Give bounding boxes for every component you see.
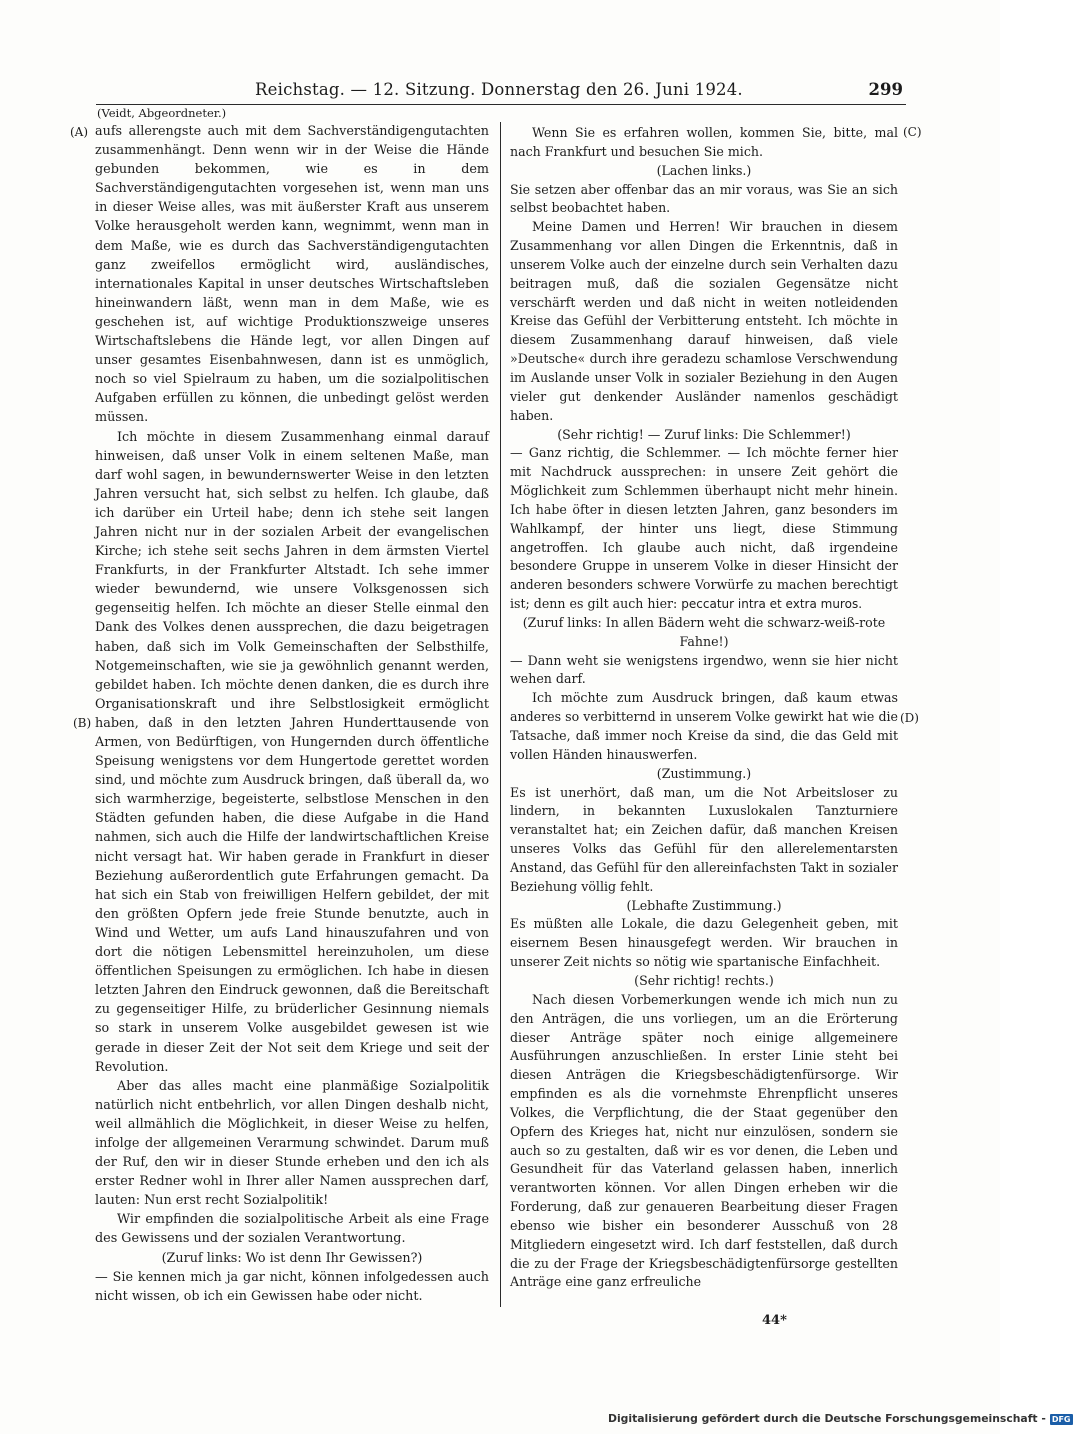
running-title: Reichstag. — 12. Sitzung. Donnerstag den 26. Juni 1924. [255, 80, 743, 99]
dfg-logo: DFG [1051, 1414, 1071, 1424]
paragraph: Sie setzen aber offenbar das an mir voraus, was Sie an sich selbst beobachtet haben. [510, 181, 898, 216]
stage-direction: (Lachen links.) [656, 162, 752, 178]
paragraph: Ich möchte zum Ausdruck bringen, daß kaum etwas anderes so verbitternd in unserem Volke gewirkt hat wie die Tatsache, daß immer noch Kreise da sind, die das Geld mit vollen Händen hinauswerfen. [510, 690, 898, 762]
paragraph: Aber das alles macht eine planmäßige Sozialpolitik natürlich nicht entbehrlich, vor allen Dingen deshalb nicht, weil allmählich die Möglichkeit, in dieser Weise zu helfen, infolge der allgemeinen Verarmung schwindet. Darum muß der Ruf, den wir in dieser Stunde erheben und den ich als erster Redner wohl in Ihrer aller Namen aussprechen darf, lauten: Nun erst recht Sozialpolitik! [95, 1078, 489, 1209]
margin-mark-d: (D) [900, 711, 919, 725]
digitization-footer [608, 1412, 1073, 1425]
stage-direction: (Lebhafte Zustimmung.) [626, 897, 782, 913]
stage-direction: (Sehr richtig! — Zuruf links: Die Schlemmer!) [557, 426, 851, 442]
stage-direction: (Zustimmung.) [656, 765, 752, 781]
page-number: 299 [868, 80, 903, 99]
paragraph: aufs allerengste auch mit dem Sachverständigengutachten zusammenhängt. Denn wenn wir in der Weise die Hände gebunden bekommen, wie es in dem Sachverständigengutachten vorgesehen ist, wenn man uns in dieser Weise alles, was mit äußerster Kraft aus unserem Volke herausgeholt werden kann, wegnimmt, wenn man in dem Maße, wie es durch das Sachverständigengutachten ganz zweifellos ermöglicht wird, ausländisches, internationales Kapital in unser deutsches Wirtschaftsleben hineinwandern läßt, wenn man in dem Maße, wie es geschehen ist, auf wichtige Produktionszweige unseres Wirtschaftslebens die Hände legt, vor allen Dingen auf unser gesamtes Eisenbahnwesen, dann ist es unmöglich, noch so viel Spielraum zu haben, um die sozialpolitischen Aufgaben erfüllen zu können, die unbedingt gelöst werden müssen. [95, 124, 489, 426]
paragraph: Es ist unerhört, daß man, um die Not Arbeitsloser zu lindern, in bekannten Luxuslokalen Tanzturniere veranstaltet hat; ein Zeichen dafür, daß manchen Kreisen unseres Volks das Gefühl für den allerelementarsten Anstand, das Gefühl für den allereinfachsten Takt in sozialer Beziehung völlig fehlt. [510, 784, 898, 894]
speaker-label: (Veidt, Abgeordneter.) [97, 106, 227, 120]
paragraph: Es müßten alle Lokale, die dazu Gelegenheit geben, mit eisernem Besen hinausgefegt werden. Wir brauchen in unserer Zeit nichts so nötig wie spartanische Einfachheit. [510, 916, 898, 970]
left-column [95, 104, 489, 1306]
footer-text: Digitalisierung gefördert durch die Deutsche Forschungsgemeinschaft - [608, 1412, 1046, 1425]
paragraph-text: — Ganz richtig, die Schlemmer. — Ich möchte ferner hier mit Nachdruck aussprechen: in unsere Zeit gehört die Möglichkeit zum Schlemmen überhaupt nicht mehr hinein. Ich habe öfter in diesen letzten Jahren, ganz besonders im Wahlkampf, der hinter uns liegt, diese Stimmung angetroffen. Ich glaube auch nicht, daß irgendeine besondere Gruppe in unserem Volke in dieser Hinsicht der anderen besonders schwere Vorwürfe zu machen berechtigt ist; denn es gilt auch hier: [510, 445, 898, 612]
column-divider [500, 122, 501, 1307]
stage-direction: (Zuruf links: In allen Bädern weht die schwarz-weiß-rote Fahne!) [522, 614, 886, 649]
margin-mark-b: (B) [73, 716, 92, 730]
latin-quote: peccatur intra et extra muros. [681, 597, 863, 612]
paragraph: Wir empfinden die sozialpolitische Arbeit als eine Frage des Gewissens und der sozialen Verantwortung. [95, 1212, 489, 1247]
margin-mark-a: (A) [70, 125, 89, 139]
paragraph: Ich möchte in diesem Zusammenhang einmal darauf hinweisen, daß unser Volk in einem seltenen Maße, man darf wohl sagen, in bewundernswerter Weise in den letzten Jahren versucht hat, sich selbst zu helfen. Ich glaube, daß ich darüber ein Urteil habe; denn ich stehe seit langen Jahren nicht nur in der sozialen Arbeit der evangelischen Kirche; ich stehe seit sechs Jahren in dem ärmsten Viertel Frankfurts, in der Frankfurter Altstadt. Ich sehe immer wieder bewundernd, wie unsere Volksgenossen sich gegenseitig helfen. Ich möchte an dieser Stelle einmal den Dank des Volkes denen aussprechen, die dazu beigetragen haben, daß sich im Volk Gemeinschaften der Selbsthilfe, Notgemeinschaften, wie sie ja gewöhnlich genannt werden, gebildet haben. Ich möchte denen danken, die es durch ihre Organisationskraft und ihre Selbstlosigkeit ermöglicht haben, daß in den letzten Jahren Hunderttausende von Armen, von Bedürftigen, von Hungernden durch öffentliche Speisung wenigstens vor dem Hungertode gerettet worden sind, und möchte zum Ausdruck bringen, daß überall da, wo sich warmherzige, begeisterte, selbstlose Menschen in den Städten gefunden haben, die diese Aufgabe in die Hand nahmen, sich auch die Hilfe der landwirtschaftlichen Kreise nicht versagt hat. Wir haben gerade in Frankfurt in dieser Beziehung außerordentlich gute Erfahrungen gemacht. Da hat sich ein Stab von freiwilligen Helfern gebildet, der mit den größten Opfern jede freie Stunde benutzte, auch in Wind und Wetter, um aufs Land hinauszufahren und von dort die nötigen Lebensmittel hereinzuholen, um diese öffentlichen Speisungen zu ermöglichen. Ich habe in diesen letzten Jahren den Eindruck gewonnen, daß die Bereitschaft zu gegenseitiger Hilfe, zu brüderlicher Gesinnung niemals so stark in unserem Volke ausgebildet gewesen ist wie gerade in dieser Zeit der Not seit dem Kriege und seit der Revolution. [95, 429, 489, 1075]
page-header [255, 76, 903, 104]
paragraph [510, 444, 898, 614]
paragraph: Nach diesen Vorbemerkungen wende ich mich nun zu den Anträgen, die uns vorliegen, um an die Erörterung dieser Anträge später noch einige allgemeinere Ausführungen anzuschließen. In erster Linie steht bei diesen Anträgen die Kriegsbeschädigtenfürsorge. Wir empfinden es als die vornehmste Ehrenpflicht unseres Volkes, die Verpflichtung, die der Staat gegenüber den Opfern des Krieges hat, nicht nur einzulösen, sondern sie auch so zu gestalten, daß wir es vor denen, die Leben und Gesundheit für das Vaterland gelassen haben, innerlich verantworten können. Vor allen Dingen erheben wir die Forderung, daß zur genaueren Bearbeitung dieser Fragen ebenso wie bisher ein besonderer Ausschuß von 28 Mitgliedern eingesetzt wird. Ich darf feststellen, daß durch die zu der Frage der Kriegsbeschädigtenfürsorge gestellten Anträge eine ganz erfreuliche [510, 991, 898, 1290]
margin-mark-c: (C) [903, 125, 922, 139]
paragraph: — Sie kennen mich ja gar nicht, können infolgedessen auch nicht wissen, ob ich ein Gewissen habe oder nicht. [95, 1269, 489, 1304]
sheet-signature: 44* [762, 1313, 787, 1328]
paragraph: — Dann weht sie wenigstens irgendwo, wenn sie hier nicht wehen darf. [510, 652, 898, 687]
stage-direction: (Sehr richtig! rechts.) [634, 972, 774, 988]
interjection: (Zuruf links: Wo ist denn Ihr Gewissen?) [161, 1250, 423, 1266]
right-column [510, 124, 898, 1292]
paragraph: Meine Damen und Herren! Wir brauchen in diesem Zusammenhang vor allen Dingen die Erkenntnis, daß in unserem Volke auch der einzelne durch sein Verhalten dazu beitragen muß, daß die sozialen Gegensätze nicht verschärft werden und daß nicht in weiten notleidenden Kreise das Gefühl der Verbitterung entsteht. Ich möchte in diesem Zusammenhang darauf hinweisen, daß viele »Deutsche« durch ihre geradezu schamlose Verschwendung im Auslande unser Volk in sozialer Beziehung in den Augen vieler gut denkender Ausländer namenlos geschädigt haben. [510, 219, 898, 423]
paragraph: Wenn Sie es erfahren wollen, kommen Sie, bitte, mal nach Frankfurt und besuchen Sie mich. [510, 125, 898, 159]
